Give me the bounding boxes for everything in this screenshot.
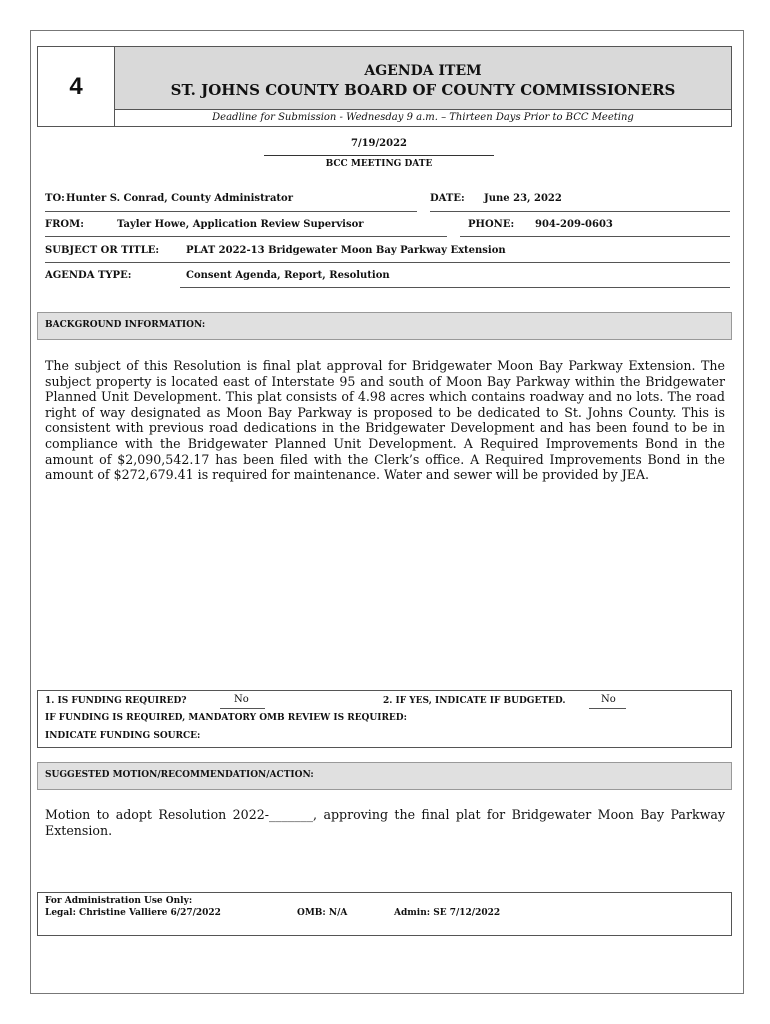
meeting-date: 7/19/2022 xyxy=(350,138,407,149)
to-underline xyxy=(45,211,417,212)
funding-source-line: INDICATE FUNDING SOURCE: xyxy=(45,731,201,741)
page-frame xyxy=(30,30,744,994)
agenda-header xyxy=(37,46,732,127)
phone-label: PHONE: xyxy=(468,219,515,230)
omb-review-line: IF FUNDING IS REQUIRED, MANDATORY OMB REVIEW IS REQUIRED: xyxy=(45,713,407,723)
phone-underline xyxy=(460,236,730,237)
funding-required-value: No xyxy=(234,694,249,705)
meeting-date-underline xyxy=(264,155,494,156)
background-heading: BACKGROUND INFORMATION: xyxy=(45,320,206,330)
motion-heading: SUGGESTED MOTION/RECOMMENDATION/ACTION: xyxy=(45,770,314,780)
deadline-note: Deadline for Submission - Wednesday 9 a.m. – Thirteen Days Prior to BCC Meeting xyxy=(212,112,634,123)
admin-omb: OMB: N/A xyxy=(297,908,348,918)
from-underline xyxy=(45,236,447,237)
admin-signoff: Admin: SE 7/12/2022 xyxy=(394,908,501,918)
motion-text: Motion to adopt Resolution 2022-_______, approving the final plat for Bridgewater Moon Bay Parkway Extension. xyxy=(45,807,725,838)
item-number-cell xyxy=(38,47,115,126)
title-cell xyxy=(115,47,731,110)
agenda-type-label: AGENDA TYPE: xyxy=(45,270,132,281)
date-underline xyxy=(430,211,730,212)
agenda-type-underline xyxy=(180,287,730,288)
phone-value: 904-209-0603 xyxy=(535,219,613,230)
to-value: Hunter S. Conrad, County Administrator xyxy=(66,193,293,204)
funding-required-underline xyxy=(220,708,265,709)
date-value: June 23, 2022 xyxy=(484,193,562,204)
meeting-date-label: BCC MEETING DATE xyxy=(325,159,433,169)
item-number: 4 xyxy=(69,73,83,100)
subject-value: PLAT 2022-13 Bridgewater Moon Bay Parkway Extension xyxy=(186,245,506,256)
funding-box xyxy=(37,690,732,748)
budgeted-label: 2. IF YES, INDICATE IF BUDGETED. xyxy=(383,696,566,706)
motion-heading-bar xyxy=(37,762,732,790)
admin-box xyxy=(37,892,732,936)
from-value: Tayler Howe, Application Review Supervisor xyxy=(117,219,364,230)
budgeted-value: No xyxy=(601,694,616,705)
background-heading-bar xyxy=(37,312,732,340)
subject-label: SUBJECT OR TITLE: xyxy=(45,245,160,256)
background-text: The subject of this Resolution is final plat approval for Bridgewater Moon Bay Parkway Extension. The subject property is located east of Interstate 95 and south of Moon Bay Parkway within the Bridgewater Planned Unit Development. This plat consists of 4.98 acres which contains roadway and no lots. The road right of way designated as Moon Bay Parkway is proposed to be dedicated to St. Johns County. This is consistent with previous road dedications in the Bridgewater Development and has been found to be in compliance with the Bridgewater Planned Unit Development. A Required Improvements Bond in the amount of $2,090,542.17 has been filed with the Clerk’s office. A Required Improvements Bond in the amount of $272,679.41 is required for maintenance. Water and sewer will be provided by JEA. xyxy=(45,358,725,483)
title-board: ST. JOHNS COUNTY BOARD OF COUNTY COMMISSIONERS xyxy=(170,81,676,99)
funding-required-label: 1. IS FUNDING REQUIRED? xyxy=(45,696,187,706)
subject-underline xyxy=(45,262,730,263)
admin-legal: Legal: Christine Valliere 6/27/2022 xyxy=(45,908,221,918)
to-label: TO: xyxy=(45,193,65,204)
agenda-type-value: Consent Agenda, Report, Resolution xyxy=(186,270,390,281)
from-label: FROM: xyxy=(45,219,84,230)
budgeted-underline xyxy=(589,708,626,709)
date-label: DATE: xyxy=(430,193,465,204)
admin-heading: For Administration Use Only: xyxy=(45,896,193,906)
title-agenda-item: AGENDA ITEM xyxy=(364,63,482,79)
